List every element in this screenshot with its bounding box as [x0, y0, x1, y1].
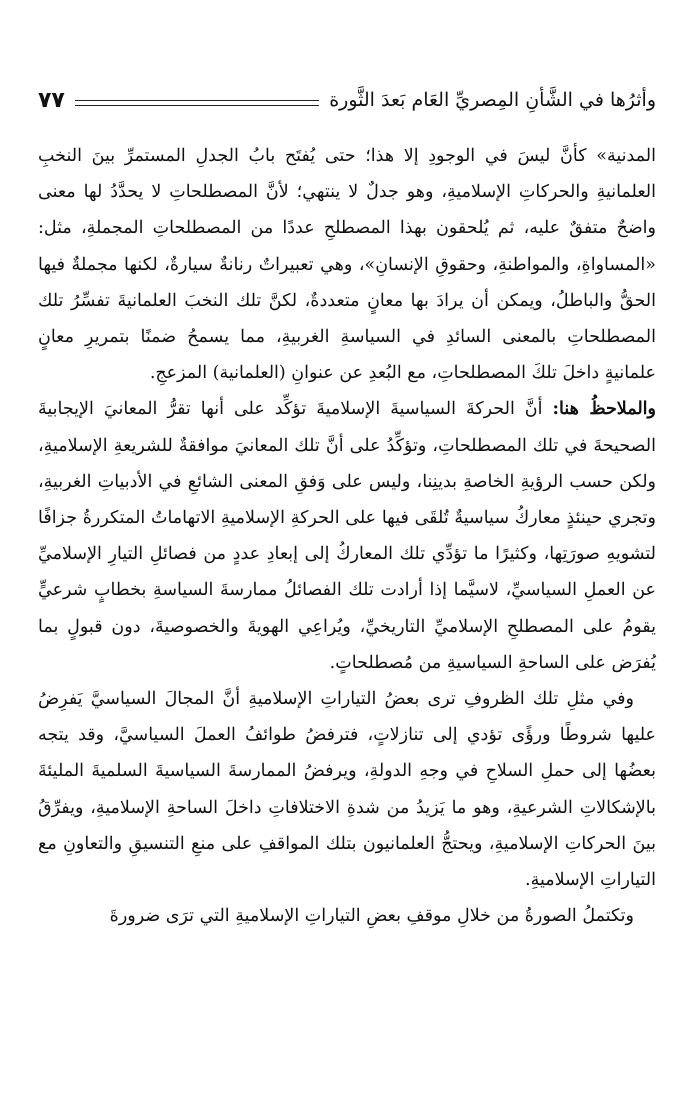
header-rule [75, 100, 319, 106]
paragraph [38, 681, 656, 898]
page-body [38, 138, 656, 934]
paragraph-text: وتكتملُ الصورةُ من خلالِ موقفِ بعضِ التياراتِ الإسلاميةِ التي ترَى ضرورةَ [109, 906, 634, 927]
paragraph [38, 391, 656, 681]
paragraph [38, 898, 656, 934]
paragraph-lead: والملاحظُ هنا: [552, 399, 657, 420]
paragraph [38, 138, 656, 391]
paragraph-text: وفي مثلِ تلك الظروفِ ترى بعضُ التياراتِ الإسلاميةِ أنَّ المجالَ السياسيَّ يَفرِضُ عليها شروطًا ورؤًى تؤدي إلى تنازلاتٍ، فترفضُ طوائفُ العملَ السياسيَّ، وقد يتجه بعضُها إلى حملِ السلاحِ في وجهِ الدولةِ، ويرفضُ الممارسةَ السياسيةَ السلميةَ المليئةَ بالإشكالاتِ الشرعيةِ، وهو ما يَزيدُ من شدةِ الاختلافاتِ داخلَ الساحةِ الإسلاميةِ، ويفرِّقُ بينَ الحركاتِ الإسلاميةِ، ويحتجُّ العلمانيون بتلك المواقفِ على منعِ التنسيقِ والتعاونِ مع التياراتِ الإسلاميةِ. [38, 689, 656, 891]
paragraph-text: المدنية» كأنَّ ليسَ في الوجودِ إلا هذا؛ حتى يُفتَح بابُ الجدلِ المستمرِّ بينَ النخبِ العلمانيةِ والحركاتِ الإسلاميةِ، وهو جدلٌ لا ينتهي؛ لأنَّ المصطلحاتِ لا يحدَّدُ لها معنى واضحٌ متفقٌ عليه، ثم يُلحقون بهذا المصطلحِ عددًا من المصطلحاتِ المجملةِ، مثل: «المساواةِ، والمواطنةِ، وحقوقِ الإنسانِ»، وهي تعبيراتٌ رنانةٌ سيارةٌ، لكنها مجملةٌ فيها الحقُّ والباطلُ، ويمكن أن يرادَ بها معانٍ متعددةٌ، لكنَّ تلك النخبَ العلمانيةَ تفسِّرُ تلك المصطلحاتِ بالمعنى السائدِ في السياسةِ الغربيةِ، مما يسمحُ ضمنًا بتمريرِ معانٍ علمانيةٍ داخلَ تلكَ المصطلحاتِ، مع البُعدِ عن عنوانِ (العلمانية) المزعجِ. [38, 146, 656, 384]
page-number: ٧٧ [38, 87, 65, 113]
page-header [38, 80, 656, 120]
running-title: وأثرُها في الشَّأنِ المِصريِّ العَام بَعدَ الثَّورة [329, 89, 656, 111]
paragraph-text: أنَّ الحركةَ السياسيةَ الإسلاميةَ تؤكِّد على أنها تقرُّ المعانيَ الإيجابيةَ الصحيحةَ في تلك المصطلحاتِ، وتؤكِّدُ على أنَّ تلك المعانيَ موافقةٌ للشريعةِ الإسلاميةِ، ولكن حسب الرؤيةِ الخاصةِ بدينِنا، وليس على وَفقِ المعنى الشائعِ في الأدبياتِ الغربيةِ، وتجري حينئذٍ معاركُ سياسيةٌ تُلقَى فيها على الحركةِ الإسلاميةِ الاتهاماتُ المتكررةُ جزافًا لتشويهِ صورَتِها، وكثيرًا ما تؤدِّي تلك المعاركُ إلى إبعادِ عددٍ من فصائلِ التيارِ الإسلاميِّ عن العملِ السياسيِّ، لاسيَّما إذا أرادت تلك الفصائلُ ممارسةَ السياسةِ بخطابٍ شرعيٍّ يقومُ على المصطلحِ الإسلاميِّ التاريخيِّ، ويُراعِي الهويةَ والخصوصيةَ، دون قبولٍ بما يُفرَض على الساحةِ السياسيةِ من مُصطلحاتٍ. [38, 399, 656, 673]
